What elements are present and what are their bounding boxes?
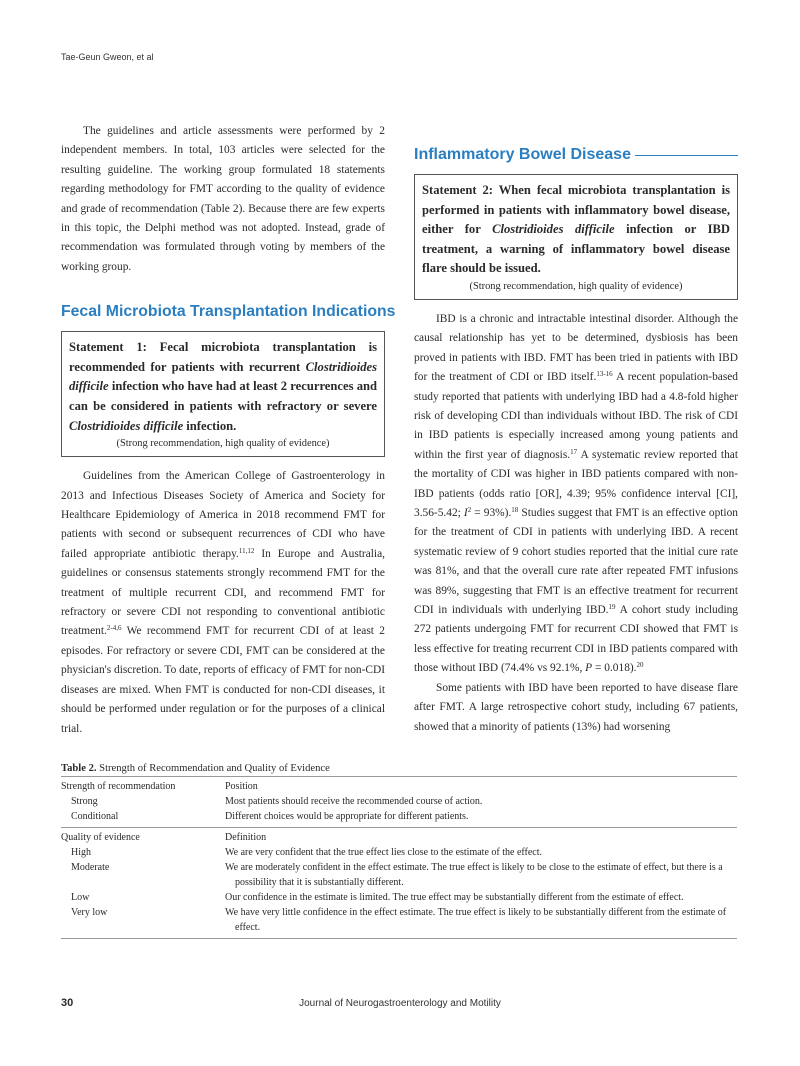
title-rule [635,155,738,156]
table-row-desc: Our confidence in the estimate is limited. The true effect may be substantially different from the estimate of effect. [225,892,684,903]
table-header-desc: Definition [225,832,267,843]
table-row [61,860,737,890]
table-row-label: Conditional [71,811,119,822]
table-row-desc: We are moderately confident in the effect estimate. The true effect is likely to be close to the estimate of effect, but there is a possibility that it is substantially different. [225,862,723,888]
table-2 [61,763,737,939]
table-row [61,890,737,905]
cdi-guidelines-paragraph: Guidelines from the American College of Gastroenterology in 2013 and Infectious Diseases Society of America and Society for Healthcare Epidemiology of America in 2018 recommend FMT for patients with second or subsequent recurrences of CDI who have failed appropriate antibiotic therapy.$^{11,12}$ In Europe and Australia, guidelines or consensus statements strongly recommend FMT for the treatment of multiple recurrent CDI, and recommend FMT for refractory or severe CDI not responding to conventional antibiotic treatment.$^{2-4,6}$ We recommend FMT for recurrent CDI of at least 2 episodes. For refractory or severe CDI, FMT can be considered at the physician's discretion. To date, reports of efficacy of FMT for non-CDI diseases are mixed. When FMT is conducted for non-CDI diseases, it should be performed under regulation or for the purposes of a clinical trial. [61,470,385,735]
table-row-label: Moderate [71,862,110,873]
table-body-2 [61,828,737,935]
table-row [61,809,737,824]
statement-2-text: Statement 2: When fecal microbiota transplantation is performed in patients with inflammatory bowel disease, either for Clostridioides difficile infection or IBD treatment, a warning of inflammatory bowel disease flare should be issued. [422,183,731,276]
statement-1-note: (Strong recommendation, high quality of evidence) [116,438,330,450]
table-header-desc: Position [225,781,258,792]
table-bottom-rule [61,938,737,939]
table-row [61,845,737,860]
table-row-label: Strong [71,796,98,807]
table-row-desc: Most patients should receive the recommended course of action. [225,796,483,807]
table-row [61,794,737,809]
ibd-paragraph: IBD is a chronic and intractable intestinal disorder. Although the causal relationship has yet to be determined, dysbiosis has been proved in patients with IBD. FMT has been tried in patients with IBD for the treatment of CDI or IBD itself.$^{13-16}$ A recent population-based study reported that patients with underlying IBD had a 4.8-fold higher risk of developing CDI than individuals without IBD. The risk of CDI in IBD patients is especially increased among young patients and within the first year of diagnosis.$^{17}$ A systematic review reported that the mortality of CDI was higher in IBD patients compared with non-IBD patients (odds ratio [OR], 4.39; 95% confidence interval [CI], 3.56-5.42; $I^2 = 93\%).^{18}$ Studies suggest that FMT is an effective option for the treatment of CDI in patients with underlying IBD. A recent systematic review of 9 cohort studies reported that the initial cure rate was 81%, and that the overall cure rate after repeated FMT infusions was 89%, suggesting that FMT is an effective treatment for recurrent CDI in individuals with underlying IBD.$^{19}$ A cohort study including 272 patients undergoing FMT for recurrent CDI showed that FMT is less effective for treating recurrent CDI in IBD patients compared with those without IBD (74.4% vs 92.1%, P = 0.018).$^{20}$ [414,312,739,675]
intro-paragraph: The guidelines and article assessments were performed by 2 independent members. In total, 103 articles were selected for the resulting guideline. The working group formulated 18 statements regarding methodology for FMT according to the quality of evidence and grade of recommendation (Table 2). Because there are few experts in this topic, the Delphi method was not adopted. Instead, grade of recommendation was formulated through voting by members of the working group. [61,125,385,273]
right-column [414,130,738,737]
table-section-header-strength [61,777,737,794]
table-header-label: Quality of evidence [61,832,140,843]
table-row-desc: We have very little confidence in the effect estimate. The true effect is likely to be substantially different from the estimate of effect. [225,907,727,933]
statement-2-box [414,174,738,300]
statement-1-text: Statement 1: Fecal microbiota transplantation is recommended for patients with recurrent Clostridioides difficile infection who have had at least 2 recurrences and can be considered in patients with refractory or severe Clostridioides difficile infection. [69,340,377,433]
table-caption: Table 2. Strength of Recommendation and Quality of Evidence [61,763,330,774]
page-number: 30 [61,997,74,1009]
table-header-label: Strength of recommendation [61,781,176,792]
running-head: Tae-Geun Gweon, et al [61,52,154,62]
section-title-fmt-indications: Fecal Microbiota Transplantation Indications [61,303,396,321]
table-row-desc: We are very confident that the true effect lies close to the estimate of the effect. [225,847,543,858]
table-row-label: Very low [71,907,108,918]
table-body [61,777,737,824]
ibd-flare-paragraph: Some patients with IBD have been reported to have disease flare after FMT. A large retrospective cohort study, including 67 patients, showed that a minority of patients (13%) had worsening [414,681,738,733]
section-title-ibd [414,146,738,164]
table-row [61,905,737,935]
statement-2-note: (Strong recommendation, high quality of evidence) [469,280,683,292]
statement-1-box [61,331,385,457]
left-column [61,122,396,739]
table-row-desc: Different choices would be appropriate for different patients. [225,811,469,822]
table-row-label: High [71,847,91,858]
table-row-label: Low [71,892,90,903]
table-section-header-quality [61,828,737,845]
journal-name: Journal of Neurogastroenterology and Motility [299,998,501,1009]
section-title-ibd-text: Inflammatory Bowel Disease [414,146,631,163]
